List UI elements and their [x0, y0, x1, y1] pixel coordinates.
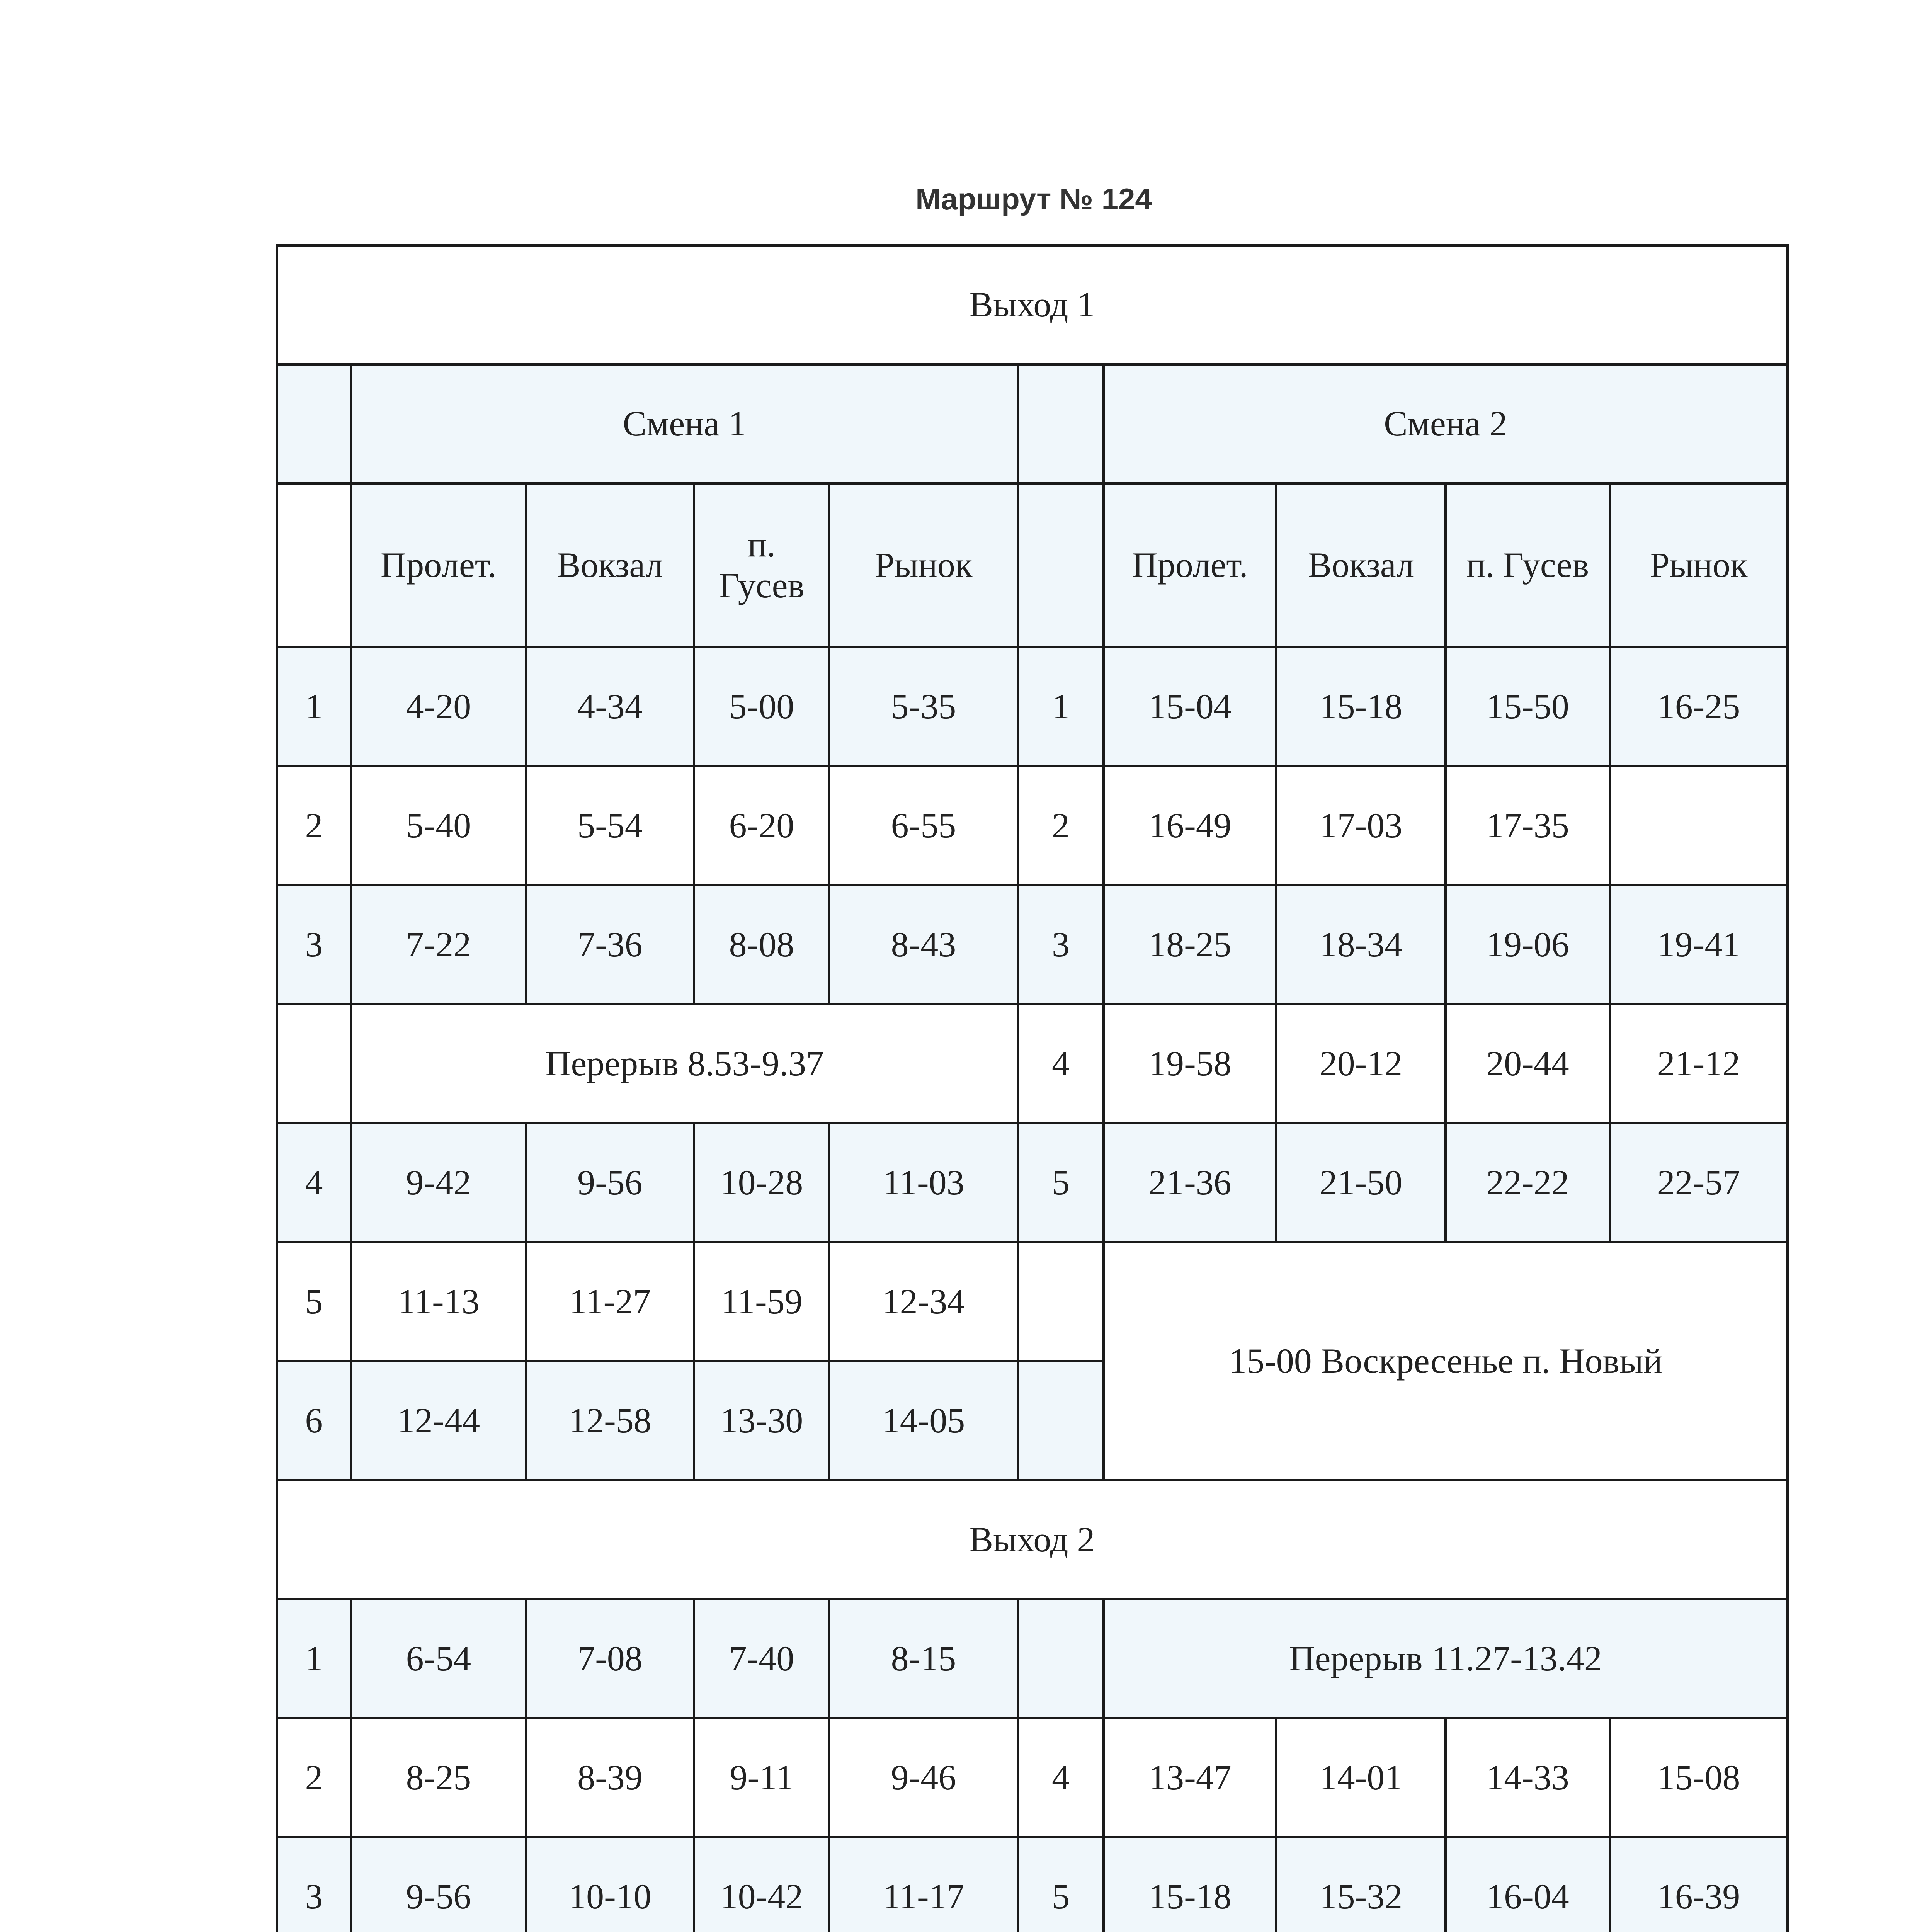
time-cell: 11-13 [351, 1242, 526, 1361]
column-header: Рынок [829, 483, 1018, 647]
exit-2-header-row [277, 1480, 1788, 1599]
trip-number: 1 [277, 1599, 351, 1718]
time-cell: 19-58 [1104, 1004, 1276, 1123]
time-cell: 18-34 [1276, 885, 1446, 1004]
time-cell: 9-42 [351, 1123, 526, 1242]
time-cell: 11-59 [694, 1242, 829, 1361]
shift-1-header: Смена 1 [351, 364, 1018, 483]
shift-2-header: Смена 2 [1104, 364, 1788, 483]
time-cell: 5-40 [351, 766, 526, 885]
time-cell: 7-22 [351, 885, 526, 1004]
column-header: Вокзал [526, 483, 694, 647]
time-cell: 17-35 [1446, 766, 1610, 885]
time-cell: 11-17 [829, 1837, 1018, 1932]
time-cell: 15-18 [1276, 647, 1446, 766]
time-cell: 16-04 [1446, 1837, 1610, 1932]
trip-number: 1 [277, 647, 351, 766]
time-cell: 8-25 [351, 1718, 526, 1837]
break-cell: Перерыв 8.53-9.37 [351, 1004, 1018, 1123]
time-cell: 6-55 [829, 766, 1018, 885]
column-header: Вокзал [1276, 483, 1446, 647]
time-cell: 7-40 [694, 1599, 829, 1718]
time-cell: 14-01 [1276, 1718, 1446, 1837]
time-cell: 12-34 [829, 1242, 1018, 1361]
trip-number: 3 [277, 1837, 351, 1932]
time-cell: 5-35 [829, 647, 1018, 766]
time-cell: 10-10 [526, 1837, 694, 1932]
trip-number: 5 [1018, 1837, 1104, 1932]
time-cell: 15-04 [1104, 647, 1276, 766]
time-cell: 10-28 [694, 1123, 829, 1242]
column-header [694, 483, 829, 647]
time-cell: 15-32 [1276, 1837, 1446, 1932]
time-cell: 8-43 [829, 885, 1018, 1004]
sunday-note: 15-00 Воскресенье п. Новый [1104, 1242, 1788, 1480]
trip-number: 2 [277, 1718, 351, 1837]
blank-cell [277, 483, 351, 647]
time-cell: 21-36 [1104, 1123, 1276, 1242]
time-cell [1610, 766, 1788, 885]
time-cell: 8-15 [829, 1599, 1018, 1718]
time-cell: 9-46 [829, 1718, 1018, 1837]
time-cell: 8-39 [526, 1718, 694, 1837]
time-cell: 14-33 [1446, 1718, 1610, 1837]
time-cell: 21-50 [1276, 1123, 1446, 1242]
table-row [277, 1599, 1788, 1718]
column-header-line: Гусев [719, 566, 805, 605]
time-cell: 6-54 [351, 1599, 526, 1718]
trip-number: 1 [1018, 647, 1104, 766]
trip-number: 4 [1018, 1004, 1104, 1123]
break-cell: Перерыв 11.27-13.42 [1104, 1599, 1788, 1718]
time-cell: 17-03 [1276, 766, 1446, 885]
time-cell: 12-58 [526, 1361, 694, 1480]
time-cell: 15-18 [1104, 1837, 1276, 1932]
table-row [277, 1718, 1788, 1837]
table-row [277, 1242, 1788, 1361]
column-header-row [277, 483, 1788, 647]
table-row [277, 1123, 1788, 1242]
trip-number: 5 [277, 1242, 351, 1361]
time-cell: 15-50 [1446, 647, 1610, 766]
column-header: Пролет. [351, 483, 526, 647]
blank-cell [277, 1004, 351, 1123]
exit-2-label: Выход 2 [277, 1480, 1788, 1599]
trip-number: 3 [1018, 885, 1104, 1004]
time-cell: 7-36 [526, 885, 694, 1004]
trip-number: 4 [1018, 1718, 1104, 1837]
blank-cell [1018, 483, 1104, 647]
exit-1-header-row [277, 245, 1788, 364]
time-cell: 16-25 [1610, 647, 1788, 766]
time-cell: 7-08 [526, 1599, 694, 1718]
time-cell: 9-56 [526, 1123, 694, 1242]
table-row [277, 885, 1788, 1004]
time-cell: 22-57 [1610, 1123, 1788, 1242]
time-cell: 11-03 [829, 1123, 1018, 1242]
table-row [277, 766, 1788, 885]
time-cell: 18-25 [1104, 885, 1276, 1004]
time-cell: 9-56 [351, 1837, 526, 1932]
time-cell: 12-44 [351, 1361, 526, 1480]
time-cell: 20-44 [1446, 1004, 1610, 1123]
blank-cell [1018, 1242, 1104, 1361]
trip-number: 2 [277, 766, 351, 885]
time-cell: 13-30 [694, 1361, 829, 1480]
time-cell: 11-27 [526, 1242, 694, 1361]
time-cell: 5-00 [694, 647, 829, 766]
time-cell: 19-06 [1446, 885, 1610, 1004]
blank-cell [1018, 1361, 1104, 1480]
table-row [277, 1837, 1788, 1932]
page-title: Маршрут № 124 [915, 182, 1152, 216]
time-cell: 19-41 [1610, 885, 1788, 1004]
trip-number: 3 [277, 885, 351, 1004]
time-cell: 4-34 [526, 647, 694, 766]
time-cell: 5-54 [526, 766, 694, 885]
trip-number: 6 [277, 1361, 351, 1480]
table-row [277, 1004, 1788, 1123]
time-cell: 16-49 [1104, 766, 1276, 885]
table-row [277, 647, 1788, 766]
blank-cell [1018, 1599, 1104, 1718]
time-cell: 6-20 [694, 766, 829, 885]
schedule-table [276, 244, 1789, 1932]
shift-header-row [277, 364, 1788, 483]
time-cell: 13-47 [1104, 1718, 1276, 1837]
time-cell: 20-12 [1276, 1004, 1446, 1123]
blank-cell [277, 364, 351, 483]
blank-cell [1018, 364, 1104, 483]
time-cell: 9-11 [694, 1718, 829, 1837]
column-header: п. Гусев [1446, 483, 1610, 647]
time-cell: 14-05 [829, 1361, 1018, 1480]
time-cell: 15-08 [1610, 1718, 1788, 1837]
column-header: Пролет. [1104, 483, 1276, 647]
exit-1-label: Выход 1 [277, 245, 1788, 364]
trip-number: 4 [277, 1123, 351, 1242]
trip-number: 2 [1018, 766, 1104, 885]
time-cell: 22-22 [1446, 1123, 1610, 1242]
trip-number: 5 [1018, 1123, 1104, 1242]
time-cell: 4-20 [351, 647, 526, 766]
column-header: Рынок [1610, 483, 1788, 647]
time-cell: 21-12 [1610, 1004, 1788, 1123]
time-cell: 16-39 [1610, 1837, 1788, 1932]
time-cell: 8-08 [694, 885, 829, 1004]
column-header-line: п. [747, 525, 776, 565]
time-cell: 10-42 [694, 1837, 829, 1932]
